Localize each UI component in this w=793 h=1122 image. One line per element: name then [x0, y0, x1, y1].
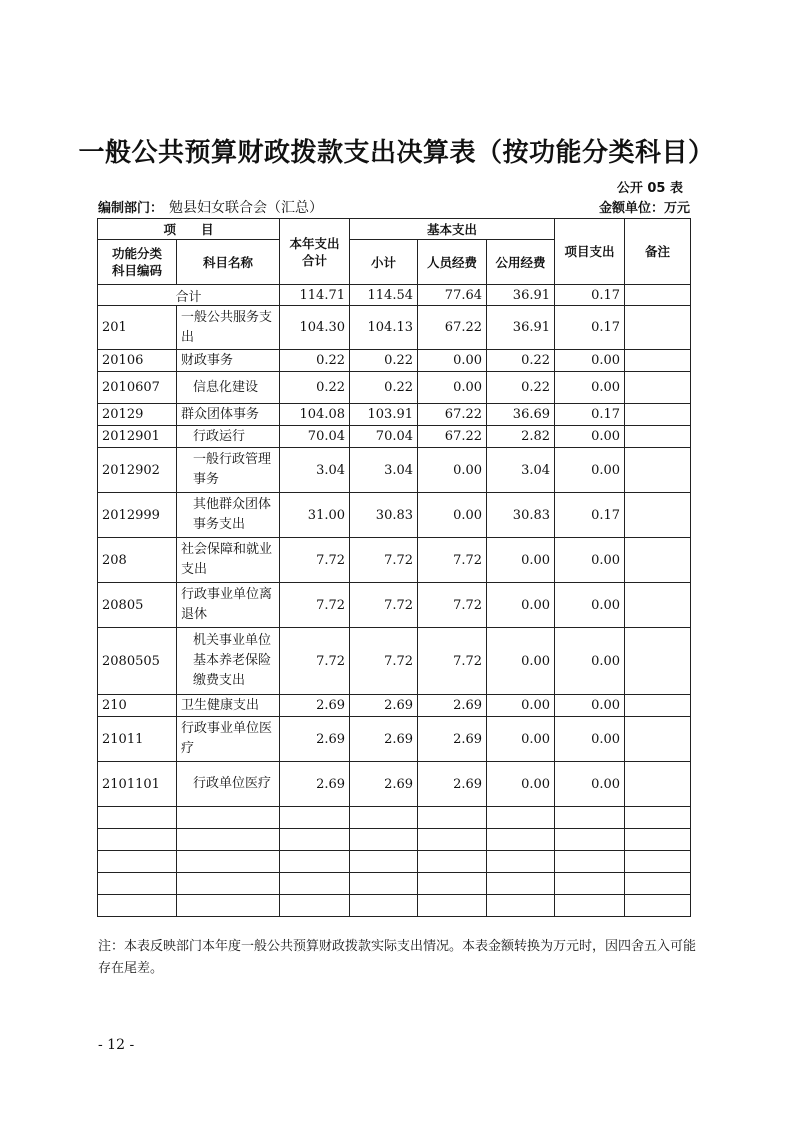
row-name: 财政事务	[177, 350, 280, 372]
row-public: 0.00	[487, 695, 555, 717]
row-code: 2010607	[98, 372, 177, 404]
row-subtotal: 104.13	[350, 306, 418, 350]
row-project: 0.00	[555, 628, 625, 695]
empty-cell	[177, 895, 280, 917]
row-project: 0.00	[555, 372, 625, 404]
total-personnel: 77.64	[418, 285, 487, 306]
row-name: 一般公共服务支出	[177, 306, 280, 350]
table-row	[98, 493, 691, 538]
row-subtotal: 0.22	[350, 372, 418, 404]
table-row	[98, 350, 691, 372]
row-subtotal: 7.72	[350, 538, 418, 583]
row-code: 201	[98, 306, 177, 350]
empty-cell	[177, 807, 280, 829]
row-public: 0.00	[487, 762, 555, 807]
row-personnel: 0.00	[418, 493, 487, 538]
row-total: 7.72	[280, 538, 350, 583]
row-name: 卫生健康支出	[177, 695, 280, 717]
row-personnel: 2.69	[418, 717, 487, 762]
row-project: 0.00	[555, 583, 625, 628]
empty-cell	[625, 829, 691, 851]
empty-cell	[487, 829, 555, 851]
empty-cell	[418, 851, 487, 873]
row-project: 0.00	[555, 448, 625, 493]
empty-cell	[555, 851, 625, 873]
row-subtotal: 0.22	[350, 350, 418, 372]
row-remark	[625, 695, 691, 717]
table-row	[98, 404, 691, 426]
row-public: 0.00	[487, 717, 555, 762]
row-public: 0.22	[487, 350, 555, 372]
row-remark	[625, 583, 691, 628]
row-project: 0.00	[555, 717, 625, 762]
unit-label: 金额单位：万元	[598, 201, 690, 216]
empty-row	[98, 895, 691, 917]
empty-cell	[555, 895, 625, 917]
row-project: 0.00	[555, 538, 625, 583]
empty-row	[98, 829, 691, 851]
row-public: 30.83	[487, 493, 555, 538]
row-personnel: 0.00	[418, 350, 487, 372]
empty-cell	[350, 807, 418, 829]
row-public: 0.00	[487, 583, 555, 628]
row-project: 0.00	[555, 762, 625, 807]
row-name: 一般行政管理事务	[177, 448, 280, 493]
row-code: 20106	[98, 350, 177, 372]
table-row	[98, 426, 691, 448]
meta-row	[98, 197, 690, 217]
row-personnel: 67.22	[418, 426, 487, 448]
table-row	[98, 372, 691, 404]
total-label: 合计	[98, 285, 280, 306]
row-total: 2.69	[280, 717, 350, 762]
empty-cell	[418, 873, 487, 895]
row-project: 0.17	[555, 493, 625, 538]
row-code: 20129	[98, 404, 177, 426]
row-code: 2012999	[98, 493, 177, 538]
row-project: 0.17	[555, 404, 625, 426]
row-public: 0.22	[487, 372, 555, 404]
row-name: 其他群众团体事务支出	[177, 493, 280, 538]
empty-row	[98, 807, 691, 829]
row-subtotal: 2.69	[350, 762, 418, 807]
row-remark	[625, 762, 691, 807]
row-personnel: 67.22	[418, 404, 487, 426]
total-remark	[625, 285, 691, 306]
row-code: 2012902	[98, 448, 177, 493]
row-project: 0.17	[555, 306, 625, 350]
row-total: 2.69	[280, 762, 350, 807]
row-personnel: 2.69	[418, 695, 487, 717]
empty-cell	[350, 829, 418, 851]
row-public: 3.04	[487, 448, 555, 493]
row-total: 2.69	[280, 695, 350, 717]
department-label: 编制部门：	[98, 201, 164, 216]
row-public: 0.00	[487, 538, 555, 583]
row-remark	[625, 538, 691, 583]
header-name: 科目名称	[177, 240, 280, 285]
table-row	[98, 628, 691, 695]
row-name: 群众团体事务	[177, 404, 280, 426]
header-public: 公用经费	[487, 240, 555, 285]
empty-cell	[625, 851, 691, 873]
row-remark	[625, 717, 691, 762]
empty-cell	[555, 873, 625, 895]
empty-cell	[280, 807, 350, 829]
row-total: 7.72	[280, 628, 350, 695]
empty-cell	[555, 829, 625, 851]
department-value: 勉县妇女联合会（汇总）	[169, 200, 324, 216]
empty-cell	[177, 829, 280, 851]
total-row	[98, 285, 691, 306]
table-row	[98, 717, 691, 762]
empty-cell	[625, 807, 691, 829]
row-project: 0.00	[555, 695, 625, 717]
empty-cell	[98, 829, 177, 851]
table-row	[98, 583, 691, 628]
row-name: 行政运行	[177, 426, 280, 448]
empty-cell	[487, 807, 555, 829]
row-subtotal: 3.04	[350, 448, 418, 493]
row-personnel: 7.72	[418, 628, 487, 695]
empty-cell	[625, 873, 691, 895]
empty-cell	[177, 873, 280, 895]
row-total: 104.30	[280, 306, 350, 350]
empty-cell	[418, 807, 487, 829]
row-personnel: 67.22	[418, 306, 487, 350]
empty-cell	[487, 873, 555, 895]
total-total: 114.71	[280, 285, 350, 306]
empty-cell	[487, 851, 555, 873]
header-item: 项 目	[98, 219, 280, 240]
empty-cell	[555, 807, 625, 829]
header-total: 本年支出合计	[280, 219, 350, 285]
row-code: 2012901	[98, 426, 177, 448]
header-code: 功能分类科目编码	[98, 240, 177, 285]
row-name: 机关事业单位基本养老保险缴费支出	[177, 628, 280, 695]
empty-cell	[487, 895, 555, 917]
row-personnel: 7.72	[418, 583, 487, 628]
header-basic: 基本支出	[350, 219, 555, 240]
row-personnel: 0.00	[418, 372, 487, 404]
row-total: 3.04	[280, 448, 350, 493]
empty-cell	[98, 851, 177, 873]
row-remark	[625, 628, 691, 695]
row-code: 2101101	[98, 762, 177, 807]
row-subtotal: 2.69	[350, 695, 418, 717]
row-remark	[625, 426, 691, 448]
row-name: 行政事业单位离退休	[177, 583, 280, 628]
empty-cell	[350, 851, 418, 873]
row-remark	[625, 448, 691, 493]
table-row	[98, 538, 691, 583]
total-subtotal: 114.54	[350, 285, 418, 306]
row-subtotal: 2.69	[350, 717, 418, 762]
row-name: 社会保障和就业支出	[177, 538, 280, 583]
page-title: 一般公共预算财政拨款支出决算表（按功能分类科目）	[78, 138, 715, 168]
empty-cell	[98, 873, 177, 895]
empty-row	[98, 873, 691, 895]
row-project: 0.00	[555, 350, 625, 372]
row-name: 行政事业单位医疗	[177, 717, 280, 762]
row-remark	[625, 372, 691, 404]
table-row	[98, 448, 691, 493]
row-subtotal: 30.83	[350, 493, 418, 538]
empty-cell	[98, 895, 177, 917]
empty-row	[98, 851, 691, 873]
row-code: 210	[98, 695, 177, 717]
empty-cell	[418, 895, 487, 917]
empty-cell	[98, 807, 177, 829]
row-public: 0.00	[487, 628, 555, 695]
table-row	[98, 762, 691, 807]
table-row	[98, 695, 691, 717]
row-name: 行政单位医疗	[177, 762, 280, 807]
row-code: 2080505	[98, 628, 177, 695]
empty-cell	[625, 895, 691, 917]
row-total: 0.22	[280, 350, 350, 372]
total-project: 0.17	[555, 285, 625, 306]
footnote: 注：本表反映部门本年度一般公共预算财政拨款实际支出情况。本表金额转换为万元时，因四舍五入可能存在尾差。	[98, 939, 697, 976]
row-personnel: 7.72	[418, 538, 487, 583]
row-total: 70.04	[280, 426, 350, 448]
table-row	[98, 306, 691, 350]
row-total: 7.72	[280, 583, 350, 628]
empty-cell	[280, 851, 350, 873]
department-info	[98, 197, 323, 217]
row-total: 0.22	[280, 372, 350, 404]
row-personnel: 2.69	[418, 762, 487, 807]
empty-cell	[418, 829, 487, 851]
header-project: 项目支出	[555, 219, 625, 285]
header-remark: 备注	[625, 219, 691, 285]
row-code: 21011	[98, 717, 177, 762]
empty-cell	[350, 895, 418, 917]
empty-cell	[280, 829, 350, 851]
empty-cell	[280, 873, 350, 895]
row-total: 31.00	[280, 493, 350, 538]
row-remark	[625, 350, 691, 372]
row-total: 104.08	[280, 404, 350, 426]
header-subtotal: 小计	[350, 240, 418, 285]
table-number: 公开 05 表	[616, 181, 683, 196]
row-public: 36.91	[487, 306, 555, 350]
row-remark	[625, 404, 691, 426]
row-public: 36.69	[487, 404, 555, 426]
row-project: 0.00	[555, 426, 625, 448]
empty-cell	[350, 873, 418, 895]
row-remark	[625, 493, 691, 538]
row-name: 信息化建设	[177, 372, 280, 404]
row-subtotal: 7.72	[350, 583, 418, 628]
empty-cell	[280, 895, 350, 917]
row-code: 208	[98, 538, 177, 583]
row-remark	[625, 306, 691, 350]
row-public: 2.82	[487, 426, 555, 448]
row-subtotal: 7.72	[350, 628, 418, 695]
header-personnel: 人员经费	[418, 240, 487, 285]
budget-table	[97, 218, 691, 917]
row-code: 20805	[98, 583, 177, 628]
row-subtotal: 70.04	[350, 426, 418, 448]
row-personnel: 0.00	[418, 448, 487, 493]
total-public: 36.91	[487, 285, 555, 306]
row-subtotal: 103.91	[350, 404, 418, 426]
empty-cell	[177, 851, 280, 873]
page-number: - 12 -	[98, 1037, 135, 1053]
